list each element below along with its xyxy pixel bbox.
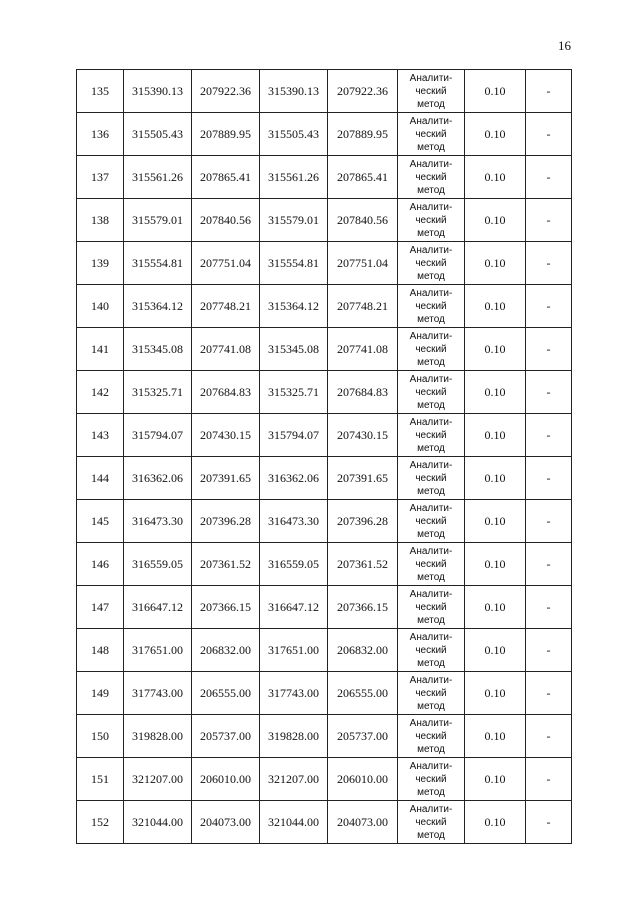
method-text-line: Аналити-: [409, 373, 453, 385]
note-cell: -: [526, 801, 572, 844]
table-row: [77, 500, 572, 543]
method-cell: [398, 156, 465, 199]
x-coordinate-alt-cell: 315554.81: [260, 242, 328, 285]
method-cell: [398, 199, 465, 242]
method-text-line: ческий: [415, 644, 447, 656]
accuracy-cell: 0.10: [465, 156, 526, 199]
method-cell: [398, 586, 465, 629]
accuracy-cell: 0.10: [465, 586, 526, 629]
x-coordinate-cell: 315390.13: [124, 70, 192, 113]
point-number-cell: 136: [77, 113, 124, 156]
table-row: [77, 199, 572, 242]
note-cell: -: [526, 500, 572, 543]
y-coordinate-alt-cell: 207840.56: [328, 199, 398, 242]
method-text-line: ческий: [415, 687, 447, 699]
y-coordinate-cell: 205737.00: [192, 715, 260, 758]
y-coordinate-cell: 207391.65: [192, 457, 260, 500]
method-text-line: Аналити-: [409, 115, 453, 127]
method-text-line: ческий: [415, 558, 447, 570]
x-coordinate-cell: 315505.43: [124, 113, 192, 156]
table-row: [77, 285, 572, 328]
note-cell: -: [526, 543, 572, 586]
coordinates-table: [76, 69, 572, 844]
y-coordinate-cell: 207430.15: [192, 414, 260, 457]
point-number-cell: 143: [77, 414, 124, 457]
note-cell: -: [526, 414, 572, 457]
method-text-line: Аналити-: [409, 287, 453, 299]
method-cell: [398, 457, 465, 500]
accuracy-cell: 0.10: [465, 500, 526, 543]
point-number-cell: 149: [77, 672, 124, 715]
y-coordinate-cell: 207889.95: [192, 113, 260, 156]
accuracy-cell: 0.10: [465, 414, 526, 457]
method-text-line: ческий: [415, 429, 447, 441]
table-row: [77, 371, 572, 414]
table-row: [77, 70, 572, 113]
method-cell: [398, 629, 465, 672]
method-text-line: Аналити-: [409, 760, 453, 772]
table-row: [77, 715, 572, 758]
method-text-line: ческий: [415, 85, 447, 97]
y-coordinate-alt-cell: 207361.52: [328, 543, 398, 586]
method-cell: [398, 500, 465, 543]
y-coordinate-cell: 207361.52: [192, 543, 260, 586]
method-text-line: метод: [417, 614, 445, 626]
method-cell: [398, 758, 465, 801]
method-text-line: ческий: [415, 343, 447, 355]
method-text-line: Аналити-: [409, 201, 453, 213]
y-coordinate-alt-cell: 206832.00: [328, 629, 398, 672]
note-cell: -: [526, 586, 572, 629]
x-coordinate-cell: 317651.00: [124, 629, 192, 672]
accuracy-cell: 0.10: [465, 199, 526, 242]
y-coordinate-alt-cell: 207366.15: [328, 586, 398, 629]
x-coordinate-cell: 315364.12: [124, 285, 192, 328]
note-cell: -: [526, 629, 572, 672]
method-text-line: ческий: [415, 816, 447, 828]
method-text-line: ческий: [415, 128, 447, 140]
method-text-line: метод: [417, 141, 445, 153]
y-coordinate-alt-cell: 204073.00: [328, 801, 398, 844]
method-cell: [398, 715, 465, 758]
x-coordinate-cell: 317743.00: [124, 672, 192, 715]
table-row: [77, 242, 572, 285]
y-coordinate-alt-cell: 207865.41: [328, 156, 398, 199]
method-text-line: метод: [417, 313, 445, 325]
x-coordinate-alt-cell: 315325.71: [260, 371, 328, 414]
method-text-line: метод: [417, 571, 445, 583]
point-number-cell: 147: [77, 586, 124, 629]
method-text-line: Аналити-: [409, 803, 453, 815]
table-row: [77, 543, 572, 586]
table-row: [77, 629, 572, 672]
table-row: [77, 758, 572, 801]
x-coordinate-alt-cell: 315505.43: [260, 113, 328, 156]
accuracy-cell: 0.10: [465, 758, 526, 801]
y-coordinate-alt-cell: 206555.00: [328, 672, 398, 715]
x-coordinate-alt-cell: 315561.26: [260, 156, 328, 199]
y-coordinate-cell: 206555.00: [192, 672, 260, 715]
point-number-cell: 144: [77, 457, 124, 500]
note-cell: -: [526, 715, 572, 758]
method-cell: [398, 70, 465, 113]
x-coordinate-alt-cell: 316647.12: [260, 586, 328, 629]
y-coordinate-alt-cell: 207922.36: [328, 70, 398, 113]
x-coordinate-cell: 319828.00: [124, 715, 192, 758]
y-coordinate-cell: 206832.00: [192, 629, 260, 672]
method-text-line: Аналити-: [409, 631, 453, 643]
y-coordinate-alt-cell: 207684.83: [328, 371, 398, 414]
table-body: [77, 70, 572, 844]
point-number-cell: 141: [77, 328, 124, 371]
method-text-line: Аналити-: [409, 717, 453, 729]
note-cell: -: [526, 457, 572, 500]
x-coordinate-cell: 316473.30: [124, 500, 192, 543]
y-coordinate-cell: 207684.83: [192, 371, 260, 414]
x-coordinate-cell: 321207.00: [124, 758, 192, 801]
x-coordinate-alt-cell: 321207.00: [260, 758, 328, 801]
method-text-line: метод: [417, 227, 445, 239]
x-coordinate-alt-cell: 315794.07: [260, 414, 328, 457]
x-coordinate-alt-cell: 315364.12: [260, 285, 328, 328]
accuracy-cell: 0.10: [465, 113, 526, 156]
method-cell: [398, 801, 465, 844]
x-coordinate-cell: 315554.81: [124, 242, 192, 285]
x-coordinate-alt-cell: 315390.13: [260, 70, 328, 113]
method-text-line: Аналити-: [409, 674, 453, 686]
point-number-cell: 135: [77, 70, 124, 113]
method-cell: [398, 242, 465, 285]
accuracy-cell: 0.10: [465, 715, 526, 758]
y-coordinate-cell: 204073.00: [192, 801, 260, 844]
point-number-cell: 151: [77, 758, 124, 801]
note-cell: -: [526, 199, 572, 242]
note-cell: -: [526, 758, 572, 801]
page-number: 16: [558, 38, 571, 53]
table-row: [77, 328, 572, 371]
point-number-cell: 137: [77, 156, 124, 199]
point-number-cell: 146: [77, 543, 124, 586]
method-text-line: Аналити-: [409, 158, 453, 170]
y-coordinate-alt-cell: 207751.04: [328, 242, 398, 285]
y-coordinate-cell: 207748.21: [192, 285, 260, 328]
x-coordinate-cell: 321044.00: [124, 801, 192, 844]
method-text-line: метод: [417, 485, 445, 497]
note-cell: -: [526, 70, 572, 113]
method-text-line: метод: [417, 528, 445, 540]
x-coordinate-cell: 315794.07: [124, 414, 192, 457]
table-row: [77, 457, 572, 500]
method-text-line: ческий: [415, 386, 447, 398]
x-coordinate-cell: 316362.06: [124, 457, 192, 500]
x-coordinate-alt-cell: 321044.00: [260, 801, 328, 844]
point-number-cell: 138: [77, 199, 124, 242]
y-coordinate-alt-cell: 207889.95: [328, 113, 398, 156]
x-coordinate-alt-cell: 315579.01: [260, 199, 328, 242]
accuracy-cell: 0.10: [465, 285, 526, 328]
y-coordinate-cell: 207840.56: [192, 199, 260, 242]
method-text-line: метод: [417, 700, 445, 712]
accuracy-cell: 0.10: [465, 371, 526, 414]
method-text-line: ческий: [415, 472, 447, 484]
point-number-cell: 145: [77, 500, 124, 543]
accuracy-cell: 0.10: [465, 543, 526, 586]
y-coordinate-cell: 207366.15: [192, 586, 260, 629]
method-cell: [398, 371, 465, 414]
method-text-line: метод: [417, 270, 445, 282]
method-text-line: Аналити-: [409, 545, 453, 557]
method-text-line: метод: [417, 98, 445, 110]
y-coordinate-cell: 207396.28: [192, 500, 260, 543]
accuracy-cell: 0.10: [465, 457, 526, 500]
method-text-line: Аналити-: [409, 416, 453, 428]
table-row: [77, 113, 572, 156]
method-cell: [398, 672, 465, 715]
x-coordinate-cell: 315325.71: [124, 371, 192, 414]
accuracy-cell: 0.10: [465, 801, 526, 844]
accuracy-cell: 0.10: [465, 629, 526, 672]
note-cell: -: [526, 328, 572, 371]
note-cell: -: [526, 242, 572, 285]
method-text-line: метод: [417, 786, 445, 798]
point-number-cell: 139: [77, 242, 124, 285]
note-cell: -: [526, 672, 572, 715]
x-coordinate-cell: 315345.08: [124, 328, 192, 371]
method-text-line: метод: [417, 657, 445, 669]
method-text-line: ческий: [415, 257, 447, 269]
method-text-line: ческий: [415, 171, 447, 183]
method-text-line: Аналити-: [409, 502, 453, 514]
method-text-line: Аналити-: [409, 72, 453, 84]
method-text-line: метод: [417, 829, 445, 841]
y-coordinate-cell: 207922.36: [192, 70, 260, 113]
method-cell: [398, 543, 465, 586]
note-cell: -: [526, 371, 572, 414]
x-coordinate-alt-cell: 319828.00: [260, 715, 328, 758]
x-coordinate-alt-cell: 316559.05: [260, 543, 328, 586]
y-coordinate-alt-cell: 206010.00: [328, 758, 398, 801]
x-coordinate-alt-cell: 317651.00: [260, 629, 328, 672]
x-coordinate-cell: 315579.01: [124, 199, 192, 242]
y-coordinate-cell: 207865.41: [192, 156, 260, 199]
point-number-cell: 150: [77, 715, 124, 758]
method-text-line: метод: [417, 356, 445, 368]
y-coordinate-alt-cell: 207391.65: [328, 457, 398, 500]
method-text-line: ческий: [415, 515, 447, 527]
x-coordinate-alt-cell: 316362.06: [260, 457, 328, 500]
note-cell: -: [526, 156, 572, 199]
accuracy-cell: 0.10: [465, 242, 526, 285]
method-cell: [398, 113, 465, 156]
x-coordinate-cell: 316559.05: [124, 543, 192, 586]
method-text-line: ческий: [415, 773, 447, 785]
x-coordinate-cell: 315561.26: [124, 156, 192, 199]
method-text-line: Аналити-: [409, 244, 453, 256]
table-row: [77, 801, 572, 844]
method-text-line: ческий: [415, 730, 447, 742]
table-row: [77, 672, 572, 715]
method-text-line: Аналити-: [409, 330, 453, 342]
accuracy-cell: 0.10: [465, 328, 526, 371]
method-text-line: Аналити-: [409, 459, 453, 471]
x-coordinate-alt-cell: 315345.08: [260, 328, 328, 371]
point-number-cell: 148: [77, 629, 124, 672]
accuracy-cell: 0.10: [465, 70, 526, 113]
point-number-cell: 140: [77, 285, 124, 328]
y-coordinate-alt-cell: 207396.28: [328, 500, 398, 543]
point-number-cell: 142: [77, 371, 124, 414]
x-coordinate-cell: 316647.12: [124, 586, 192, 629]
table-row: [77, 156, 572, 199]
y-coordinate-alt-cell: 207748.21: [328, 285, 398, 328]
y-coordinate-cell: 207751.04: [192, 242, 260, 285]
method-cell: [398, 414, 465, 457]
method-text-line: ческий: [415, 214, 447, 226]
x-coordinate-alt-cell: 316473.30: [260, 500, 328, 543]
y-coordinate-alt-cell: 207741.08: [328, 328, 398, 371]
note-cell: -: [526, 285, 572, 328]
method-text-line: Аналити-: [409, 588, 453, 600]
accuracy-cell: 0.10: [465, 672, 526, 715]
point-number-cell: 152: [77, 801, 124, 844]
method-text-line: метод: [417, 184, 445, 196]
y-coordinate-cell: 206010.00: [192, 758, 260, 801]
table-row: [77, 586, 572, 629]
method-text-line: метод: [417, 743, 445, 755]
method-text-line: метод: [417, 399, 445, 411]
method-text-line: ческий: [415, 601, 447, 613]
method-text-line: ческий: [415, 300, 447, 312]
y-coordinate-alt-cell: 207430.15: [328, 414, 398, 457]
method-text-line: метод: [417, 442, 445, 454]
y-coordinate-cell: 207741.08: [192, 328, 260, 371]
method-cell: [398, 285, 465, 328]
y-coordinate-alt-cell: 205737.00: [328, 715, 398, 758]
x-coordinate-alt-cell: 317743.00: [260, 672, 328, 715]
note-cell: -: [526, 113, 572, 156]
table-row: [77, 414, 572, 457]
method-cell: [398, 328, 465, 371]
